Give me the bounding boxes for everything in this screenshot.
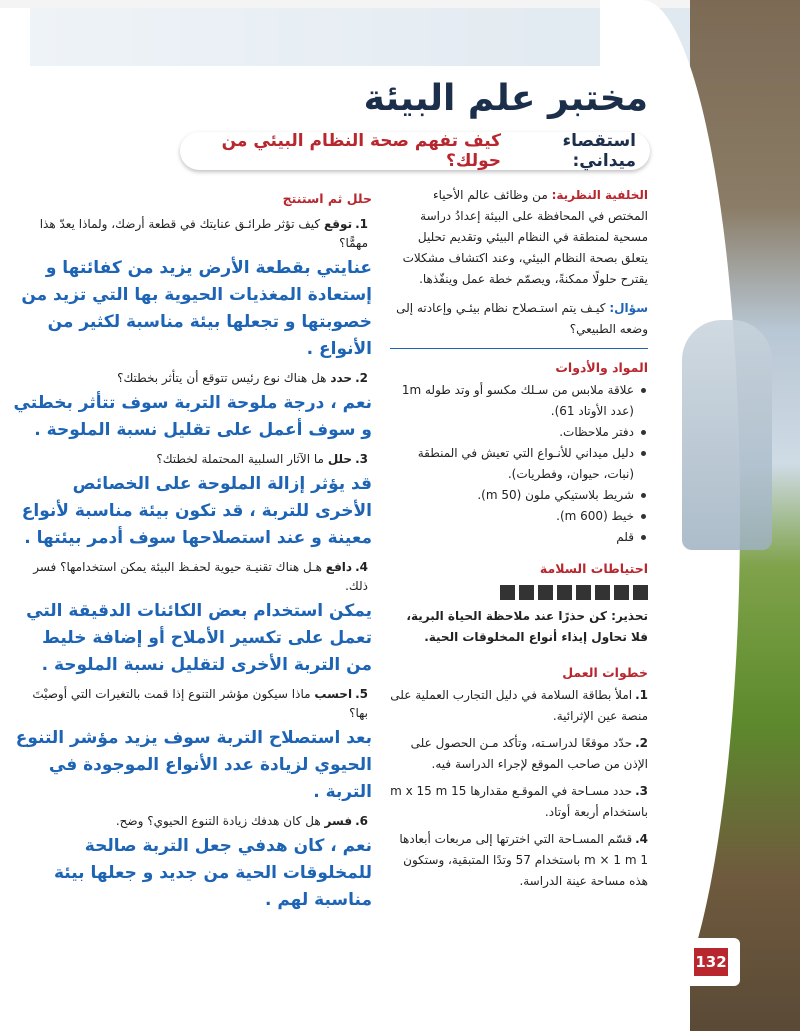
question-number: 1. bbox=[355, 217, 368, 231]
steps-title: خطوات العمل bbox=[562, 665, 648, 680]
right-column bbox=[390, 185, 648, 898]
sharp-object-icon bbox=[576, 585, 591, 600]
list-item: خيط (600 m). bbox=[390, 506, 648, 527]
question-number: 6. bbox=[355, 814, 368, 828]
question-keyword: فسر bbox=[324, 814, 353, 828]
background-text: من وظائف عالم الأحياء المختص في المحافظة على البيئة إعدادُ دراسة مسحية لمنطقة في النظام البيئي وتقديم تحليل يتعلق بصحة النظام البيئي، وعند اكتشاف مشكلات يقترح حلولًا ممكنةً، ويصمّم خطة عمل وينفّذها. bbox=[402, 188, 648, 286]
handwritten-answer: قد يؤثر إزالة الملوحة على الخصائص الأخرى للتربة ، قد تكون بيئة مناسبة لأنواع معينة و عند استصلاحها سوف أدمر بيئتها . bbox=[21, 474, 372, 548]
safety-icons bbox=[390, 585, 648, 600]
page-title: مختبر علم البيئة bbox=[363, 78, 648, 119]
handwritten-answer: يمكن استخدام بعض الكائنات الدقيقة التي تعمل على تكسير الأملاح أو إضافة خليط من التربة الأخرى لتقليل نسبة الملوحة . bbox=[26, 601, 372, 675]
list-item: علاقة ملابس من سـلك مكسو أو وتد طوله 1m (عدد الأوتاد 61). bbox=[390, 380, 648, 422]
step-text: قسّم المسـاحة التي اخترتها إلى مربعات أبعادها 1 m × 1 m باستخدام 57 وتدًا المتبقية، وستكون هذه مساحة عينة الدراسة. bbox=[399, 832, 648, 888]
step-number: 1. bbox=[635, 688, 648, 702]
question-item bbox=[12, 812, 372, 831]
background-label: الخلفية النظرية: bbox=[551, 188, 648, 202]
question-paragraph bbox=[390, 298, 648, 340]
question-label: سؤال: bbox=[609, 301, 648, 315]
question-number: 2. bbox=[355, 371, 368, 385]
question-number: 5. bbox=[355, 687, 368, 701]
question-item bbox=[12, 215, 372, 253]
list-item: شريط بلاستيكي ملون (50 m). bbox=[390, 485, 648, 506]
question-keyword: حلل bbox=[327, 452, 353, 466]
handwritten-answer: نعم ، درجة ملوحة التربة سوف تتأثر بخطتي و سوف أعمل على تقليل نسبة الملوحة . bbox=[13, 393, 372, 440]
left-column bbox=[12, 185, 372, 920]
researcher-photo bbox=[682, 320, 772, 550]
list-item bbox=[390, 829, 648, 892]
question-keyword: احسب bbox=[314, 687, 353, 701]
question-item bbox=[12, 685, 372, 723]
question-text: هل كان هدفك زيادة التنوع الحيوي؟ وضح. bbox=[115, 814, 321, 828]
step-text: حدد مسـاحة في الموقـع مقدارها 15 m x 15 m باستخدام أربعة أوتاد. bbox=[390, 784, 648, 819]
banner-lead: استقصاء ميداني: bbox=[562, 131, 636, 171]
question-text: ما الآثار السلبية المحتملة لخطتك؟ bbox=[156, 452, 324, 466]
step-number: 2. bbox=[635, 736, 648, 750]
top-band bbox=[0, 0, 800, 8]
question-item bbox=[12, 369, 372, 388]
question-text: كيف تؤثر طرائـق عنايتك في قطعة أرضك، ولماذا يعدّ هذا مهمًّا؟ bbox=[39, 217, 368, 250]
question-keyword: توقع bbox=[323, 217, 353, 231]
plant-safety-icon bbox=[519, 585, 534, 600]
handwritten-answer: نعم ، كان هدفي جعل التربة صالحة للمخلوقات الحية من جديد و جعلها بيئة مناسبة لهم . bbox=[53, 836, 372, 910]
question-text: كيـف يتم استـصلاح نظام بيئـي وإعادته إلى وضعه الطبيعي؟ bbox=[396, 301, 648, 336]
question-keyword: حدد bbox=[330, 371, 353, 385]
warning-text: كن حذرًا عند ملاحظة الحياة البرية، فلا تحاول إيذاء أنواع المخلوقات الحية. bbox=[406, 609, 648, 644]
analyze-title: حلل ثم استنتج bbox=[282, 191, 372, 206]
list-item: دفتر ملاحظات. bbox=[390, 422, 648, 443]
question-number: 3. bbox=[355, 452, 368, 466]
handwritten-answer: بعد استصلاح التربة سوف يزيد مؤشر التنوع الحيوي لزيادة عدد الأنواع الموجودة في التربة . bbox=[15, 728, 372, 802]
eye-safety-icon bbox=[633, 585, 648, 600]
question-keyword: دافع bbox=[325, 560, 353, 574]
step-text: حدّد موقعًا لدراسـته، وتأكد مـن الحصول على الإذن من صاحب الموقع لإجراء الدراسة فيه. bbox=[410, 736, 648, 771]
step-text: املأ بطاقة السلامة في دليل التجارب العملية على منصة عين الإثرائية. bbox=[390, 688, 648, 723]
question-item bbox=[12, 558, 372, 596]
question-item bbox=[12, 450, 372, 469]
hand-wash-icon bbox=[538, 585, 553, 600]
irritant-icon bbox=[500, 585, 515, 600]
steps-list bbox=[390, 685, 648, 892]
question-number: 4. bbox=[355, 560, 368, 574]
step-number: 3. bbox=[635, 784, 648, 798]
page-number: 132 bbox=[694, 948, 728, 976]
handwritten-answer: عنايتي بقطعة الأرض يزيد من كفائتها و إستعادة المغذيات الحيوية بها التي تزيد من خصوبتها و تجعلها بيئة مناسبة لكثير من الأنواع . bbox=[21, 258, 372, 359]
list-item: دليل ميداني للأنـواع التي تعيش في المنطقة (نبات، حيوان، وفطريات). bbox=[390, 443, 648, 485]
list-item bbox=[390, 733, 648, 775]
safety-title: احتياطات السلامة bbox=[539, 561, 648, 576]
materials-list bbox=[390, 380, 648, 548]
biohazard-icon bbox=[595, 585, 610, 600]
list-item bbox=[390, 685, 648, 727]
warning-paragraph bbox=[390, 606, 648, 648]
list-item bbox=[390, 781, 648, 823]
background-paragraph bbox=[390, 185, 648, 290]
animal-safety-icon bbox=[557, 585, 572, 600]
question-text: ماذا سيكون مؤشر التنوع إذا قمت بالتغيرات التي أوصيْتَ بها؟ bbox=[32, 687, 368, 720]
question-text: هـل هناك تقنيـة حيوية لحفـظ البيئة يمكن استخدامها؟ فسر ذلك. bbox=[33, 560, 368, 593]
divider bbox=[390, 348, 648, 349]
warning-label: تحذير: bbox=[611, 609, 648, 623]
clothing-safety-icon bbox=[614, 585, 629, 600]
question-text: هل هناك نوع رئيس تتوقع أن يتأثر بخطتك؟ bbox=[117, 371, 327, 385]
banner-question: كيف تفهم صحة النظام البيئي من حولك؟ bbox=[221, 131, 502, 171]
list-item: قلم bbox=[390, 527, 648, 548]
materials-title: المواد والأدوات bbox=[555, 360, 648, 375]
step-number: 4. bbox=[635, 832, 648, 846]
inquiry-banner bbox=[180, 132, 650, 170]
